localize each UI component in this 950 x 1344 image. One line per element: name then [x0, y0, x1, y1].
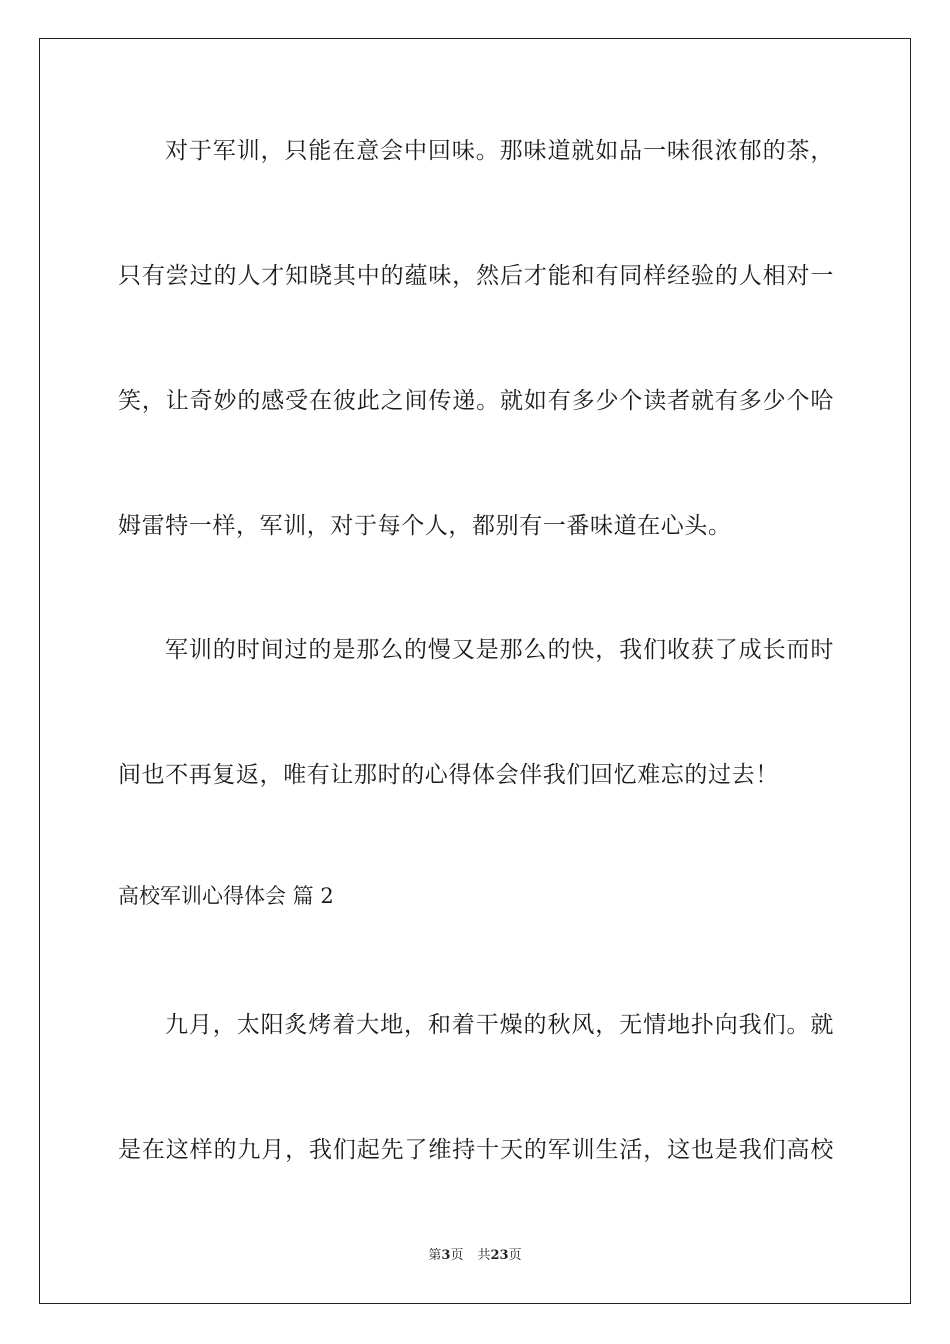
paragraph-1-line-1: 对于军训，只能在意会中回味。那味道就如品一味很浓郁的茶，: [165, 138, 834, 164]
page-total: 23: [490, 1248, 509, 1263]
paragraph-2-line-1: 军训的时间过的是那么的慢又是那么的快，我们收获了成长而时: [165, 637, 834, 663]
page-suffix: 页: [450, 1248, 464, 1263]
page-footer: [0, 1247, 950, 1265]
paragraph-2-line-2: 间也不再复返，唯有让那时的心得体会伴我们回忆难忘的过去！: [118, 762, 779, 788]
total-suffix: 页: [508, 1248, 522, 1263]
page-current: 3: [441, 1248, 451, 1263]
paragraph-1-line-3: 笑，让奇妙的感受在彼此之间传递。就如有多少个读者就有多少个哈: [118, 388, 834, 414]
paragraph-1-line-4: 姆雷特一样，军训，对于每个人，都别有一番味道在心头。: [118, 513, 732, 539]
section-heading: 高校军训心得体会 篇 2: [118, 884, 334, 908]
paragraph-3-line-2: 是在这样的九月，我们起先了维持十天的军训生活，这也是我们高校: [118, 1137, 834, 1163]
paragraph-1-line-2: 只有尝过的人才知晓其中的蕴味，然后才能和有同样经验的人相对一: [118, 263, 834, 289]
page-frame: [39, 38, 911, 1304]
paragraph-3-line-1: 九月，太阳炙烤着大地，和着干燥的秋风，无情地扑向我们。就: [165, 1012, 834, 1038]
total-prefix: 共: [477, 1248, 491, 1263]
page-prefix: 第: [428, 1248, 442, 1263]
